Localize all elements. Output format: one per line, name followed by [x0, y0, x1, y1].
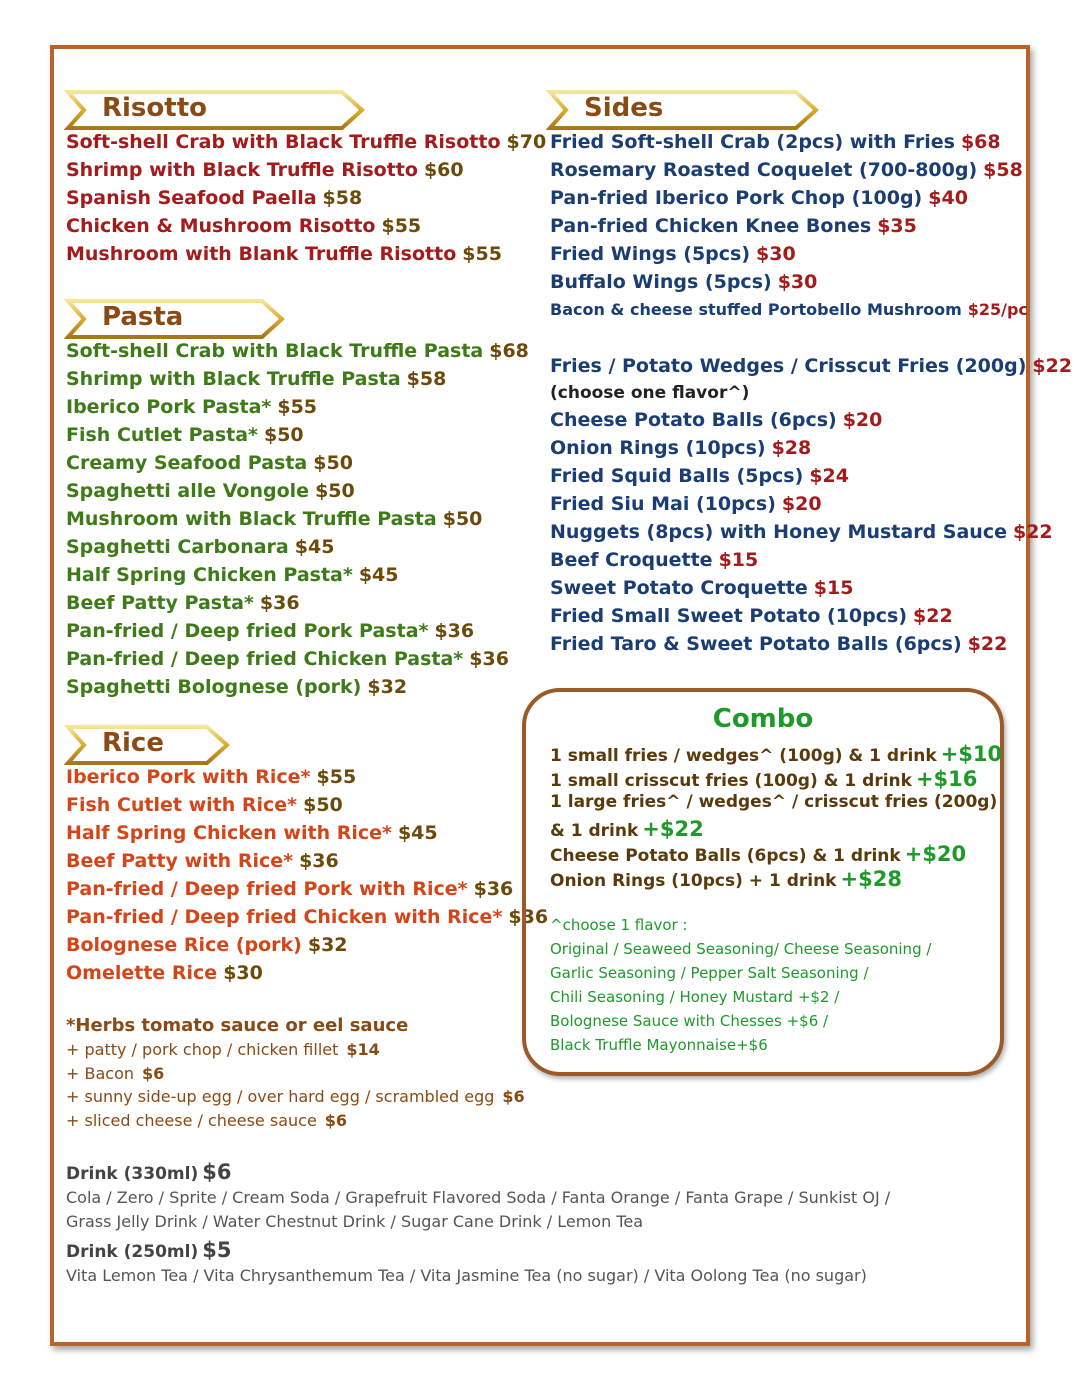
- menu-item: [66, 673, 529, 701]
- menu-item: [550, 630, 1053, 658]
- item-name: Nuggets (8pcs) with Honey Mustard Sauce: [550, 521, 1007, 543]
- item-price: $50: [303, 794, 343, 816]
- item-name: Mushroom with Blank Truffle Risotto: [66, 243, 457, 265]
- addon-price: $6: [142, 1063, 165, 1083]
- item-price: $55: [277, 396, 318, 418]
- combo-title: Combo: [712, 704, 814, 734]
- item-name: Soft-shell Crab with Black Truffle Risotto: [66, 131, 501, 153]
- item-name: Half Spring Chicken with Rice*: [66, 822, 392, 844]
- item-name: Shrimp with Black Truffle Pasta: [66, 368, 401, 390]
- item-price: $36: [434, 620, 475, 642]
- combo-flavor-line: Black Truffle Mayonnaise+$6: [550, 1036, 768, 1054]
- risotto-list: [66, 128, 546, 268]
- addon-text: + sunny side-up egg / over hard egg / scrambled egg: [66, 1087, 495, 1106]
- rice-sauce-note: *Herbs tomato sauce or eel sauce: [66, 1015, 409, 1036]
- item-price: $58: [322, 187, 363, 209]
- menu-item: [550, 490, 1053, 518]
- sides-list: [550, 128, 1028, 324]
- item-price: $55: [462, 243, 502, 265]
- item-name: Rosemary Roasted Coquelet (700-800g): [550, 159, 978, 181]
- item-price: $45: [397, 822, 438, 844]
- menu-item: [66, 212, 546, 240]
- menu-item: [66, 240, 546, 268]
- item-price: $50: [313, 452, 353, 474]
- menu-item: [66, 847, 548, 875]
- menu-item: [550, 240, 1028, 268]
- menu-item: [66, 505, 529, 533]
- combo-text: 1 small fries / wedges^ (100g) & 1 drink: [550, 746, 937, 766]
- item-price: $15: [718, 549, 759, 571]
- menu-item: [550, 434, 1053, 462]
- addon-price: $14: [346, 1040, 380, 1059]
- combo-price: +$22: [642, 817, 704, 841]
- menu-item: [66, 589, 529, 617]
- combo-item: [550, 767, 977, 791]
- item-name: Cheese Potato Balls (6pcs): [550, 409, 837, 431]
- menu-item: [550, 602, 1053, 630]
- addon-item: [66, 1087, 525, 1106]
- item-price: $45: [358, 564, 399, 586]
- menu-item: [66, 533, 529, 561]
- section-title: Risotto: [102, 93, 207, 123]
- menu-item: [66, 763, 548, 791]
- item-name: Fried Soft-shell Crab (2pcs) with Fries: [550, 131, 955, 153]
- item-name: Omelette Rice: [66, 962, 218, 984]
- item-name: Pan-fried / Deep fried Chicken with Rice*: [66, 906, 503, 928]
- item-name: Fish Cutlet with Rice*: [66, 794, 298, 816]
- item-price: $32: [307, 934, 348, 956]
- menu-item: [66, 449, 529, 477]
- pasta-banner: [66, 299, 286, 339]
- menu-item: [66, 959, 548, 987]
- item-price: $60: [423, 159, 464, 181]
- item-price: $20: [842, 409, 883, 431]
- addon-text: + Bacon: [66, 1063, 134, 1083]
- item-name: Fried Small Sweet Potato (10pcs): [550, 605, 908, 627]
- item-name: Pan-fried / Deep fried Pork Pasta*: [66, 620, 429, 642]
- combo-flavor-line: Bolognese Sauce with Chesses +$6 /: [550, 1012, 829, 1030]
- combo-item: [550, 842, 966, 866]
- item-name: Fried Siu Mai (10pcs): [550, 493, 776, 515]
- menu-item: [66, 337, 529, 365]
- combo-price: +$10: [940, 742, 1003, 766]
- item-name: Sweet Potato Croquette: [550, 577, 808, 599]
- item-name: Beef Patty with Rice*: [66, 850, 294, 872]
- menu-item: [66, 421, 529, 449]
- combo-price: +$28: [840, 867, 902, 891]
- menu-item: [66, 875, 548, 903]
- item-name: Beef Patty Pasta*: [66, 592, 254, 614]
- item-name: Bacon & cheese stuffed Portobello Mushroom: [550, 300, 962, 319]
- item-price: $45: [294, 536, 335, 558]
- menu-item: [550, 462, 1053, 490]
- menu-item: [66, 561, 529, 589]
- combo-item: [550, 817, 704, 841]
- addon-item: [66, 1111, 347, 1130]
- item-price: $30: [777, 271, 818, 293]
- menu-item: [550, 184, 1028, 212]
- item-price: $58: [406, 368, 447, 390]
- risotto-banner: [66, 90, 366, 130]
- menu-item: [550, 518, 1053, 546]
- item-name: Beef Croquette: [550, 549, 713, 571]
- menu-item: [550, 268, 1028, 296]
- sides-list-2: [550, 406, 1053, 658]
- menu-item: [550, 546, 1053, 574]
- item-name: Shrimp with Black Truffle Risotto: [66, 159, 418, 181]
- item-price: $36: [469, 648, 509, 670]
- item-price: $36: [508, 906, 549, 928]
- item-name: Chicken & Mushroom Risotto: [66, 215, 376, 237]
- combo-flavor-line: Original / Seaweed Seasoning/ Cheese Seasoning /: [550, 940, 932, 958]
- item-price: $15: [813, 577, 854, 599]
- menu-item: [550, 406, 1053, 434]
- item-name: Onion Rings (10pcs): [550, 437, 766, 459]
- item-name: Buffalo Wings (5pcs): [550, 271, 772, 293]
- item-name: Pan-fried Iberico Pork Chop (100g): [550, 187, 923, 209]
- menu-item: [550, 296, 1028, 324]
- item-price: $68: [960, 131, 1001, 153]
- combo-text: 1 small crisscut fries (100g) & 1 drink: [550, 771, 912, 791]
- item-name: Spaghetti Carbonara: [66, 536, 289, 558]
- item-name: Soft-shell Crab with Black Truffle Pasta: [66, 340, 484, 362]
- item-name: Mushroom with Black Truffle Pasta: [66, 508, 437, 530]
- addon-price: $6: [324, 1110, 348, 1130]
- addon-text: + sliced cheese / cheese sauce: [66, 1110, 317, 1130]
- section-title: Sides: [584, 93, 664, 123]
- item-price: $36: [299, 850, 339, 872]
- menu-item: [66, 903, 548, 931]
- combo-flavor-line: ^choose 1 flavor :: [550, 916, 688, 934]
- fries-item: Fries / Potato Wedges / Crisscut Fries (200g) $22: [550, 355, 1073, 377]
- drink-330-list: Cola / Zero / Sprite / Cream Soda / Grapefruit Flavored Soda / Fanta Orange / Fanta Grape / Sunkist OJ /: [66, 1188, 891, 1207]
- menu-item: [66, 617, 529, 645]
- combo-box: [522, 688, 1004, 1076]
- combo-text: 1 large fries^ / wedges^ / crisscut fries (200g): [550, 792, 998, 812]
- menu-item: [66, 365, 529, 393]
- item-price: $70: [506, 131, 547, 153]
- item-name: Fried Wings (5pcs): [550, 243, 751, 265]
- item-price: $24: [809, 465, 849, 487]
- item-price: $35: [877, 215, 917, 237]
- item-price: $36: [259, 592, 300, 614]
- item-price: $50: [315, 480, 355, 502]
- menu-item: [66, 156, 546, 184]
- menu-item: [66, 931, 548, 959]
- item-name: Spaghetti Bolognese (pork): [66, 676, 362, 698]
- item-price: $30: [756, 243, 796, 265]
- drink-330-title: Drink (330ml) $6: [66, 1160, 232, 1184]
- item-price: $55: [316, 766, 357, 788]
- menu-item: [66, 393, 529, 421]
- item-name: Fried Taro & Sweet Potato Balls (6pcs): [550, 633, 962, 655]
- section-title: Rice: [102, 728, 164, 758]
- item-name: Pan-fried Chicken Knee Bones: [550, 215, 872, 237]
- item-name: Spanish Seafood Paella: [66, 187, 317, 209]
- item-price: $30: [223, 962, 263, 984]
- drink-250-title: Drink (250ml) $5: [66, 1238, 232, 1262]
- combo-text: Cheese Potato Balls (6pcs) & 1 drink: [550, 846, 901, 866]
- item-price: $50: [263, 424, 304, 446]
- item-name: Spaghetti alle Vongole: [66, 480, 310, 502]
- addon-item: [66, 1040, 380, 1059]
- item-price: $25/pc: [967, 300, 1028, 319]
- addon-item: [66, 1064, 164, 1083]
- addon-text: + patty / pork chop / chicken fillet: [66, 1040, 339, 1059]
- combo-item: [550, 792, 997, 812]
- combo-text: Onion Rings (10pcs) + 1 drink: [550, 871, 837, 891]
- menu-item: [66, 819, 548, 847]
- item-price: $40: [928, 187, 968, 209]
- item-price: $55: [381, 215, 422, 237]
- item-price: $22: [1012, 521, 1053, 543]
- item-price: $36: [473, 878, 514, 900]
- item-name: Half Spring Chicken Pasta*: [66, 564, 353, 586]
- sides-banner: [548, 90, 820, 130]
- item-name: Bolognese Rice (pork): [66, 934, 302, 956]
- menu-item: [550, 156, 1028, 184]
- combo-flavor-line: Chili Seasoning / Honey Mustard +$2 /: [550, 988, 840, 1006]
- menu-item: [550, 212, 1028, 240]
- combo-text: & 1 drink: [550, 821, 639, 841]
- item-price: $58: [983, 159, 1023, 181]
- drink-330-list: Grass Jelly Drink / Water Chestnut Drink / Sugar Cane Drink / Lemon Tea: [66, 1212, 644, 1231]
- drink-250-list: Vita Lemon Tea / Vita Chrysanthemum Tea / Vita Jasmine Tea (no sugar) / Vita Oolong Tea (no sugar): [66, 1266, 867, 1285]
- rice-list: [66, 763, 548, 987]
- menu-item: [66, 645, 529, 673]
- combo-item: [550, 867, 902, 891]
- menu-item: [66, 128, 546, 156]
- item-price: $28: [771, 437, 812, 459]
- item-price: $22: [913, 605, 953, 627]
- combo-flavor-line: Garlic Seasoning / Pepper Salt Seasoning /: [550, 964, 869, 982]
- fries-flavor-note: (choose one flavor^): [550, 383, 750, 403]
- item-price: $32: [367, 676, 408, 698]
- menu-item: [66, 477, 529, 505]
- item-price: $68: [489, 340, 529, 362]
- item-name: Fried Squid Balls (5pcs): [550, 465, 804, 487]
- item-price: $22: [967, 633, 1008, 655]
- combo-price: +$16: [915, 767, 978, 791]
- item-name: Iberico Pork Pasta*: [66, 396, 272, 418]
- item-price: $50: [442, 508, 483, 530]
- section-title: Pasta: [102, 302, 184, 332]
- rice-banner: [66, 725, 231, 765]
- item-name: Fish Cutlet Pasta*: [66, 424, 258, 446]
- item-name: Creamy Seafood Pasta: [66, 452, 308, 474]
- item-name: Pan-fried / Deep fried Chicken Pasta*: [66, 648, 464, 670]
- menu-item: [550, 574, 1053, 602]
- pasta-list: [66, 337, 529, 701]
- menu-item: [66, 184, 546, 212]
- menu-item: [66, 791, 548, 819]
- combo-item: [550, 742, 1002, 766]
- combo-price: +$20: [904, 842, 967, 866]
- menu-item: [550, 128, 1028, 156]
- addon-price: $6: [502, 1087, 525, 1106]
- item-name: Pan-fried / Deep fried Pork with Rice*: [66, 878, 468, 900]
- item-price: $20: [781, 493, 822, 515]
- item-name: Iberico Pork with Rice*: [66, 766, 311, 788]
